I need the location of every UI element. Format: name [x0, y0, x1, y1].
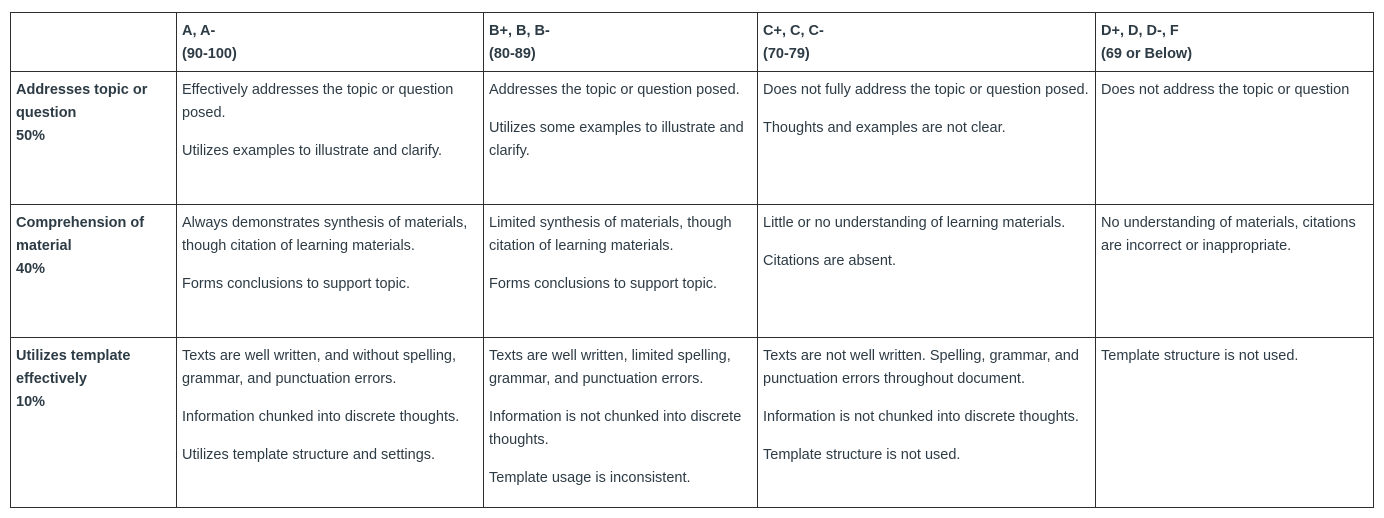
header-row [11, 13, 1374, 72]
header-grade-b [484, 13, 758, 72]
descriptor-cell-b [484, 338, 758, 508]
descriptor-text: Template structure is not used. [1101, 348, 1299, 364]
grade-label: C+, C, C- [763, 23, 824, 39]
descriptor-cell-c [758, 72, 1096, 205]
header-blank-cell [11, 13, 177, 72]
descriptor-text: Information chunked into discrete thoughts. [182, 409, 460, 425]
descriptor-text: Does not fully address the topic or question posed. [763, 82, 1089, 98]
descriptor-text: Texts are well written, limited spelling, grammar, and punctuation errors. [489, 348, 731, 387]
grade-range: (80-89) [489, 46, 536, 62]
descriptor-text: Always demonstrates synthesis of materials, though citation of learning materials. [182, 215, 468, 254]
descriptor-text: Information is not chunked into discrete thoughts. [763, 409, 1079, 425]
rubric-row-template [11, 338, 1374, 508]
descriptor-text: Little or no understanding of learning materials. [763, 215, 1066, 231]
descriptor-text: Information is not chunked into discrete thoughts. [489, 409, 742, 448]
descriptor-cell-a [177, 338, 484, 508]
descriptor-text: Thoughts and examples are not clear. [763, 120, 1006, 136]
header-grade-d-f [1096, 13, 1374, 72]
criterion-label: Addresses topic or question [16, 82, 148, 121]
grade-label: D+, D, D-, F [1101, 23, 1179, 39]
descriptor-cell-d-f [1096, 205, 1374, 338]
rubric-row-comprehension [11, 205, 1374, 338]
descriptor-text: Texts are not well written. Spelling, grammar, and punctuation errors throughout document. [763, 348, 1079, 387]
criterion-weight: 40% [16, 261, 46, 277]
descriptor-text: Utilizes some examples to illustrate and clarify. [489, 120, 744, 159]
descriptor-text: Effectively addresses the topic or question posed. [182, 82, 454, 121]
criterion-label: Comprehension of material [16, 215, 145, 254]
criterion-cell [11, 72, 177, 205]
descriptor-text: Utilizes template structure and settings. [182, 447, 436, 463]
grading-rubric-table [10, 12, 1374, 508]
descriptor-text: Utilizes examples to illustrate and clarify. [182, 143, 443, 159]
descriptor-cell-a [177, 205, 484, 338]
grade-range: (90-100) [182, 46, 237, 62]
descriptor-cell-b [484, 72, 758, 205]
grade-label: B+, B, B- [489, 23, 550, 39]
grade-range: (70-79) [763, 46, 810, 62]
descriptor-text: Texts are well written, and without spelling, grammar, and punctuation errors. [182, 348, 457, 387]
descriptor-text: Limited synthesis of materials, though citation of learning materials. [489, 215, 732, 254]
descriptor-cell-d-f [1096, 338, 1374, 508]
header-grade-a [177, 13, 484, 72]
header-grade-c [758, 13, 1096, 72]
grade-range: (69 or Below) [1101, 46, 1193, 62]
descriptor-cell-a [177, 72, 484, 205]
criterion-weight: 10% [16, 394, 46, 410]
descriptor-text: Addresses the topic or question posed. [489, 82, 740, 98]
descriptor-cell-d-f [1096, 72, 1374, 205]
descriptor-text: Citations are absent. [763, 253, 896, 269]
descriptor-text: Forms conclusions to support topic. [489, 276, 718, 292]
descriptor-text: Template structure is not used. [763, 447, 961, 463]
descriptor-text: Does not address the topic or question [1101, 82, 1350, 98]
descriptor-text: No understanding of materials, citations are incorrect or inappropriate. [1101, 215, 1356, 254]
descriptor-text: Forms conclusions to support topic. [182, 276, 411, 292]
descriptor-cell-c [758, 338, 1096, 508]
criterion-weight: 50% [16, 128, 46, 144]
grade-label: A, A- [182, 23, 216, 39]
criterion-cell [11, 205, 177, 338]
criterion-label: Utilizes template effectively [16, 348, 131, 387]
descriptor-text: Template usage is inconsistent. [489, 470, 691, 486]
criterion-cell [11, 338, 177, 508]
descriptor-cell-c [758, 205, 1096, 338]
rubric-row-topic [11, 72, 1374, 205]
descriptor-cell-b [484, 205, 758, 338]
